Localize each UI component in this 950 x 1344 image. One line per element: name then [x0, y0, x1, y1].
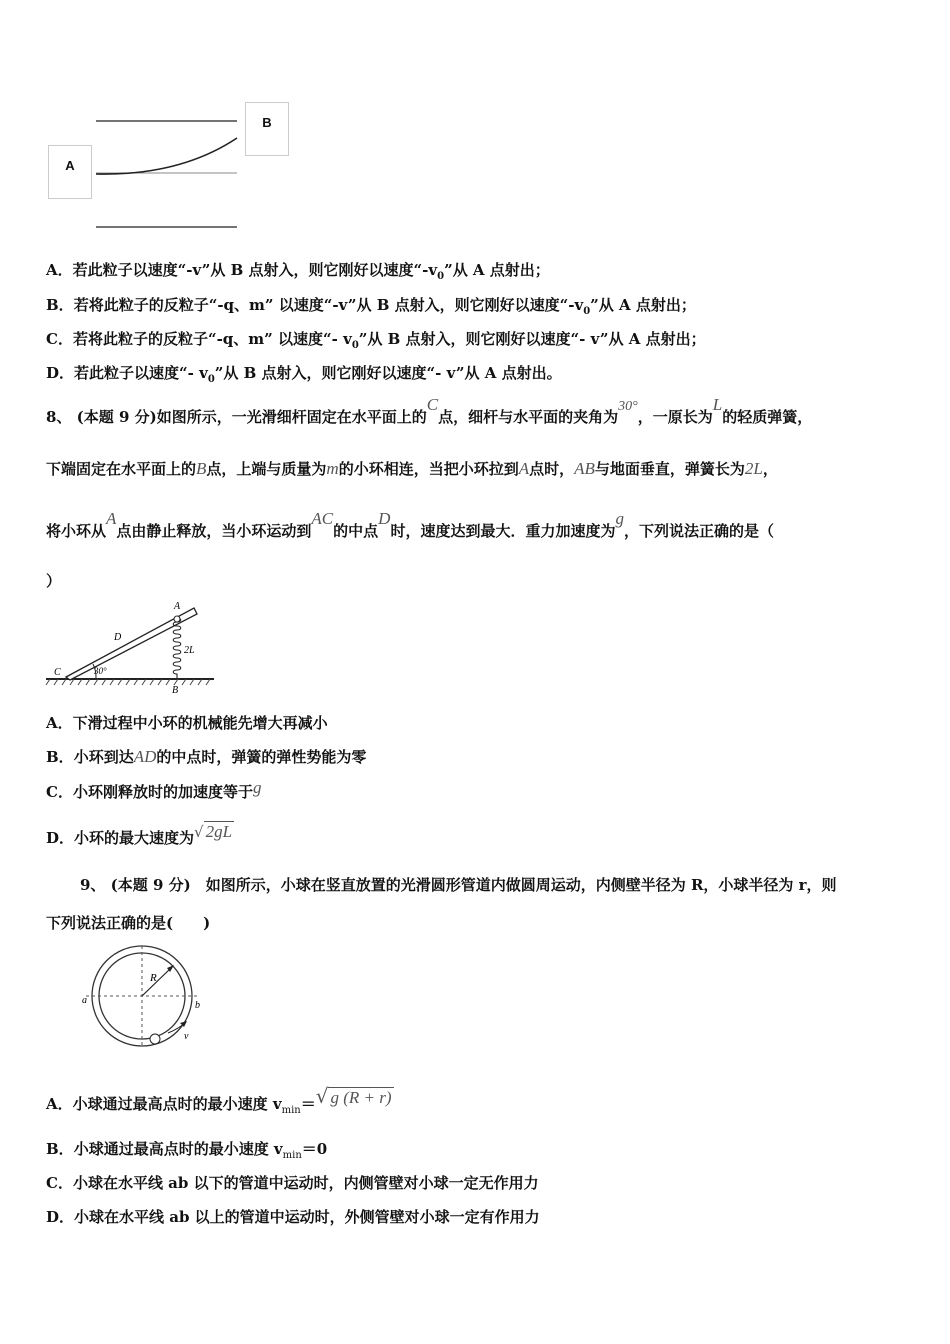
label-2l: 2L	[184, 645, 195, 656]
math-m: m	[326, 459, 339, 478]
q9-figure	[78, 943, 208, 1055]
math-l: L	[712, 395, 723, 414]
q9-stem-line-1: 9、 (本题 9 分) 如图所示，小球在竖直放置的光滑圆形管道内做圆周运动，内侧壁半径为 R，小球半径为 r，则	[80, 876, 837, 894]
math-2gl: 2gL	[205, 822, 233, 841]
q8-option-c: C．小环刚释放时的加速度等于g	[46, 778, 262, 801]
point-a-box	[48, 145, 92, 199]
math-ad: AD	[133, 747, 157, 766]
q9-option-b: B．小球通过最高点时的最小速度 $v_{min}=0$	[46, 1140, 328, 1161]
q9-option-c: C．小球在水平线 ab 以下的管道中运动时，内侧管壁对小球一定无作用力	[46, 1174, 539, 1192]
q8-stem-line-2: 下端固定在水平面上的B点，上端与质量为m的小环相连，当把小环拉到A点时，AB与地面垂直，弹簧长为2L，	[46, 459, 778, 478]
math-c: C	[426, 395, 439, 414]
small-ball	[150, 1034, 160, 1044]
math-d: D	[378, 509, 391, 528]
q9-option-d: D．小球在水平线 ab 以上的管道中运动时，外侧管壁对小球一定有作用力	[46, 1208, 540, 1226]
q8-option-b: B．小环到达AD的中点时，弹簧的弹性势能为零	[46, 747, 367, 766]
math-angle: 30°	[618, 399, 638, 414]
q7-option-c: C．若将此粒子的反粒子“-q、m” 以速度“- $v_0$”从 B 点射入，则它刚好以速度“- v”从 A 点射出；	[46, 330, 706, 351]
q9-option-a: A．小球通过最高点时的最小速度 $v_{min}=√$ g (R + r)	[46, 1084, 392, 1116]
label-d: D	[114, 632, 122, 643]
small-ring	[174, 616, 180, 622]
math-a: A	[106, 509, 117, 528]
label-r: R	[150, 972, 157, 984]
sqrt-sign: √	[315, 1084, 329, 1108]
q7-option-d: D．若此粒子以速度“- $v_0$”从 B 点射入，则它刚好以速度“- v”从 A 点射出。	[46, 364, 562, 385]
q9-stem-line-2: 下列说法正确的是( )	[46, 914, 211, 932]
spring	[173, 618, 181, 678]
q8-stem-line-3: 将小环从A点由静止释放，当小环运动到AC的中点D时，速度达到最大．重力加速度为g，下列说法正确的是（	[46, 509, 774, 540]
math-g-r-plus-r: g (R + r)	[330, 1088, 392, 1107]
particle-trajectory	[96, 138, 237, 174]
label-b: b	[195, 1000, 200, 1011]
math-ab: AB	[574, 459, 595, 478]
math-b: B	[196, 459, 207, 478]
q7-option-a: A．若此粒子以速度“-v”从 B 点射入，则它刚好以速度“$-v_0$”从 A 点射出；	[46, 261, 550, 282]
math-2l: 2L	[744, 459, 763, 478]
label-c: C	[54, 667, 61, 678]
point-b-box	[245, 102, 289, 156]
math-g: g	[252, 778, 262, 797]
radius-line	[142, 967, 172, 996]
q8-option-d: D．小环的最大速度为√ 2gL	[46, 822, 233, 847]
math-ac: AC	[311, 509, 334, 528]
q7-option-b: B．若将此粒子的反粒子“-q、m” 以速度“-v”从 B 点射入，则它刚好以速度“$-v_0$”从 A 点射出；	[46, 296, 696, 317]
point-a-label: A	[65, 158, 75, 173]
sqrt-expression	[194, 823, 234, 841]
sqrt-expression	[315, 1084, 394, 1108]
label-v: v	[184, 1031, 189, 1042]
q8-option-a: A．下滑过程中小环的机械能先增大再减小	[46, 714, 328, 732]
q8-stem-line-4: ）	[46, 572, 62, 590]
sqrt-sign: √	[194, 823, 204, 841]
math-g: g	[615, 509, 624, 528]
label-a: a	[82, 995, 87, 1006]
label-a: A	[174, 601, 181, 612]
point-b-label: B	[262, 115, 272, 130]
q7-field-lines	[90, 110, 250, 235]
math-a: A	[518, 459, 530, 478]
label-angle: 30°	[94, 666, 107, 676]
label-b: B	[172, 685, 179, 696]
q8-figure	[44, 598, 219, 698]
q8-stem-line-1: 8、 (本题 9 分)如图所示，一光滑细杆固定在水平面上的C点，细杆与水平面的夹角为30°，一原长为L的轻质弹簧，	[46, 395, 813, 426]
